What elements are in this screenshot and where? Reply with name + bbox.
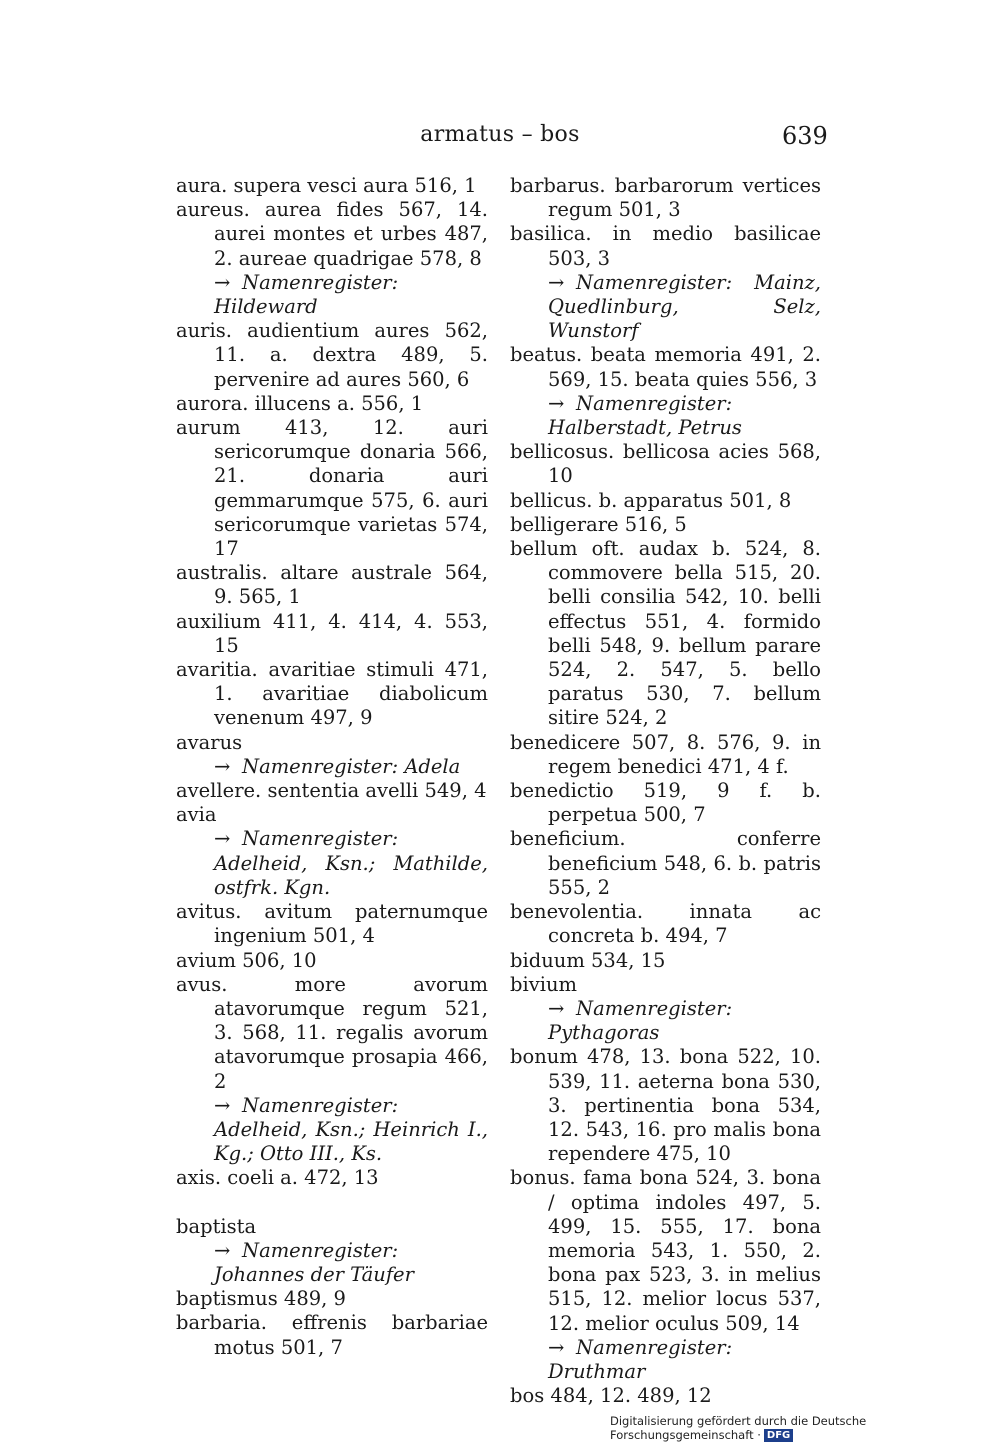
arrow-right-icon: → <box>214 827 231 851</box>
footer-credit <box>610 1414 1000 1442</box>
index-entry: avellere. sententia avelli 549, 4 <box>176 779 487 803</box>
cross-reference <box>510 271 821 344</box>
index-entry: baptista <box>176 1214 257 1238</box>
cross-reference <box>510 1336 821 1384</box>
index-entry: beneficium. conferre beneficium 548, 6. b. patris 555, 2 <box>510 827 821 899</box>
index-column-left <box>176 174 488 1360</box>
index-entry: axis. coeli a. 472, 13 <box>176 1166 379 1190</box>
index-entry: biduum 534, 15 <box>510 948 666 972</box>
cross-reference-text: Namenregister: Halberstadt, Petrus <box>548 391 742 440</box>
arrow-right-icon: → <box>214 754 231 778</box>
index-entry: avitus. avitum paternumque ingenium 501, 4 <box>176 900 488 948</box>
index-entry: australis. altare australe 564, 9. 565, 1 <box>176 561 488 609</box>
cross-reference <box>510 997 821 1045</box>
arrow-right-icon: → <box>548 391 565 415</box>
index-entry: avarus <box>176 730 243 754</box>
cross-reference-text: Namenregister: Adelheid, Ksn.; Mathilde, ostfrk. Kgn. <box>214 827 488 899</box>
cross-reference <box>510 392 821 440</box>
index-entry: bonum 478, 13. bona 522, 10. 539, 11. aeterna bona 530, 3. pertinentia bona 534, 12. 543, 16. pro malis bona rependere 475, 10 <box>510 1045 821 1166</box>
index-entry: aura. supera vesci aura 516, 1 <box>176 174 477 197</box>
index-entry: bellicosus. bellicosa acies 568, 10 <box>510 440 821 488</box>
index-entry: barbaria. effrenis barbariae motus 501, 7 <box>176 1311 488 1359</box>
cross-reference-text: Namenregister: Pythagoras <box>548 996 733 1045</box>
index-entry: benedicere 507, 8. 576, 9. in regem benedici 471, 4 f. <box>510 730 821 778</box>
running-title: armatus – bos <box>420 122 580 147</box>
page-number: 639 <box>782 122 828 150</box>
index-entry: auxilium 411, 4. 414, 4. 553, 15 <box>176 609 488 657</box>
index-entry: avium 506, 10 <box>176 948 317 972</box>
index-entry: bonus. fama bona 524, 3. bona / optima indoles 497, 5. 499, 15. 555, 17. bona memoria 543, 1. 550, 2. bona pax 523, 3. in melius 515, 12. melior locus 537, 12. melior oculus 509, 14 <box>510 1166 821 1335</box>
index-entry: benevolentia. innata ac concreta b. 494, 7 <box>510 900 821 948</box>
cross-reference-text: Namenregister: Adela <box>242 754 461 778</box>
arrow-right-icon: → <box>548 1335 565 1359</box>
footer-text: Digitalisierung gefördert durch die Deutsche Forschungsgemeinschaft · <box>610 1414 867 1442</box>
index-entry: bivium <box>510 972 578 996</box>
index-entry: bellicus. b. apparatus 501, 8 <box>510 488 792 512</box>
cross-reference-text: Namenregister: Druthmar <box>548 1335 733 1383</box>
cross-reference <box>176 827 488 900</box>
arrow-right-icon: → <box>214 270 231 294</box>
index-entry: basilica. in medio basilicae 503, 3 <box>510 222 821 270</box>
cross-reference <box>176 1239 488 1287</box>
arrow-right-icon: → <box>548 996 565 1020</box>
cross-reference-text: Namenregister: Johannes der Täufer <box>214 1238 414 1286</box>
index-entry: avia <box>176 803 217 827</box>
cross-reference <box>176 271 488 319</box>
arrow-right-icon: → <box>548 270 565 294</box>
cross-reference-text: Namenregister: Mainz, Quedlinburg, Selz, Wunstorf <box>548 270 821 343</box>
index-entry: belligerare 516, 5 <box>510 512 687 536</box>
index-entry: avaritia. avaritiae stimuli 471, 1. avaritiae diabolicum venenum 497, 9 <box>176 658 488 730</box>
index-entry: barbarus. barbarorum vertices regum 501, 3 <box>510 174 821 222</box>
index-entry: aurora. illucens a. 556, 1 <box>176 391 424 415</box>
index-entry: bos 484, 12. 489, 12 <box>510 1384 712 1408</box>
arrow-right-icon: → <box>214 1093 231 1117</box>
index-entry: benedictio 519, 9 f. b. perpetua 500, 7 <box>510 779 821 827</box>
dfg-logo: DFG <box>764 1429 793 1442</box>
cross-reference <box>176 755 488 779</box>
index-entry: avus. more avorum atavorumque regum 521, 3. 568, 11. regalis avorum atavorumque prosapia 466, 2 <box>176 972 488 1093</box>
index-entry: aureus. aurea fides 567, 14. aurei montes et urbes 487, 2. aureae quadrigae 578, 8 <box>176 198 488 270</box>
index-entry: bellum oft. audax b. 524, 8. commovere bella 515, 20. belli consilia 542, 10. belli effectus 551, 4. formido belli 548, 9. bellum parare 524, 2. 547, 5. bello paratus 530, 7. bellum sitire 524, 2 <box>510 537 821 730</box>
section-gap <box>176 1191 488 1215</box>
cross-reference-text: Namenregister: Hildeward <box>214 270 399 319</box>
index-entry: baptismus 489, 9 <box>176 1287 346 1311</box>
index-entry: beatus. beata memoria 491, 2. 569, 15. beata quies 556, 3 <box>510 343 821 391</box>
cross-reference <box>176 1094 488 1167</box>
arrow-right-icon: → <box>214 1238 231 1262</box>
index-column-right <box>510 174 821 1408</box>
cross-reference-text: Namenregister: Adelheid, Ksn.; Heinrich I., Kg.; Otto III., Ks. <box>214 1093 488 1166</box>
index-entry: aurum 413, 12. auri sericorumque donaria 566, 21. donaria auri gemmarumque 575, 6. auri sericorumque varietas 574, 17 <box>176 416 488 561</box>
index-entry: auris. audientium aures 562, 11. a. dextra 489, 5. pervenire ad aures 560, 6 <box>176 319 488 391</box>
